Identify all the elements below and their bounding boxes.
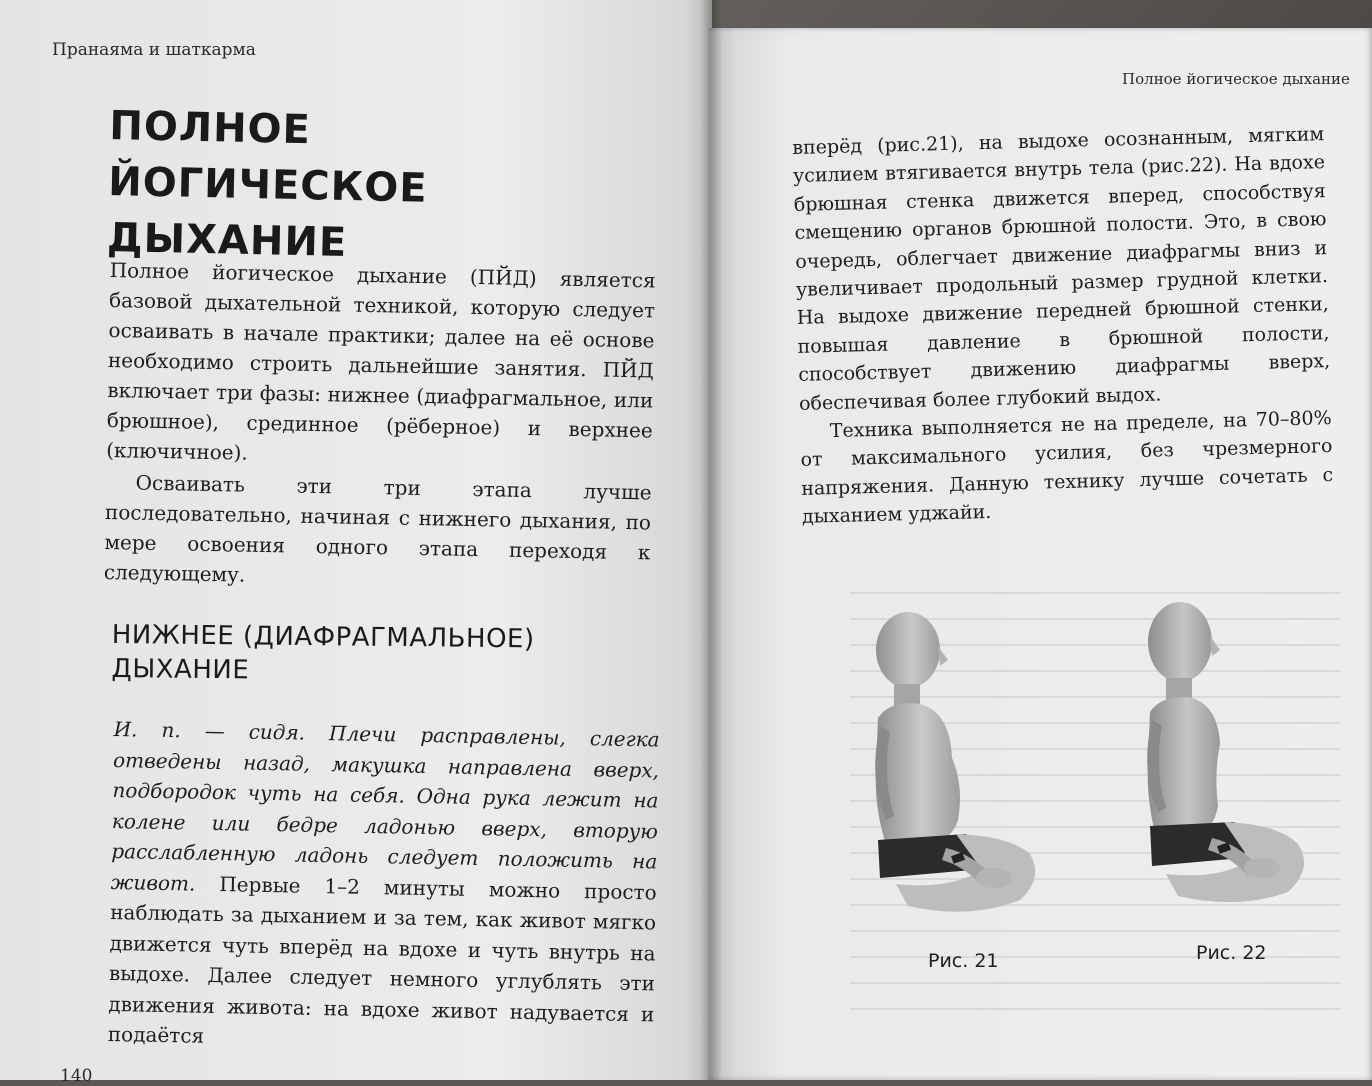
right-page-text bbox=[792, 120, 1334, 531]
chapter-title: ПОЛНОЕ ЙОГИЧЕСКОЕ ДЫХАНИЕ bbox=[106, 102, 429, 266]
figure-21-seated-inhale bbox=[860, 608, 1050, 928]
starting-position-text: И. п. — сидя. Плечи расправлены, слегка отведены назад, макушка направлена вверх, подбородок чуть на себя. Одна рука лежит на колене или бедре ладонью вверх, вторую расслабленную ладонь следует положить на живот. bbox=[110, 716, 660, 896]
section-title: НИЖНЕЕ (ДИАФРАГМАЛЬНОЕ) ДЫХАНИЕ bbox=[111, 619, 535, 686]
right-paragraph-1: вперёд (рис.21), на выдохе осознанным, мягким усилием втягивается внутрь тела (рис.22). На вдохе брюшная стенка движется вперед, способствуя смещению органов брюшной полости. Это, в свою очередь, облегчает движение диафрагмы вниз и увеличивает продольный размер грудной клетки. На выдохе движение передней брюшной стенки, повышая давление в брюшной полости, способствует движению диафрагмы вверх, обеспечивая более глубокий выдох. bbox=[792, 123, 1331, 415]
intro-paragraph-2: Осваивать эти три этапа лучше последовательно, начиная с нижнего дыхания, по мере освоения одного этапа переходя к следующему. bbox=[103, 470, 652, 587]
section-text bbox=[108, 714, 660, 1060]
figure-22-caption: Рис. 22 bbox=[1196, 942, 1267, 964]
right-paragraph-2: Техника выполняется не на пределе, на 70–80% от максимального усилия, без чрезмерного напряжения. Данную технику лучше сочетать с дыханием уджайи. bbox=[800, 407, 1334, 529]
right-running-head: Полное йогическое дыхание bbox=[1122, 70, 1350, 88]
book-spine-shadow bbox=[700, 0, 722, 1080]
page-number: 140 bbox=[60, 1066, 93, 1086]
intro-paragraph-1: Полное йогическое дыхание (ПЙД) является базовой дыхательной техникой, которую следует осваивать в начале практики; далее на её основе необходимо строить дальнейшие занятия. ПЙД включает три фазы: нижнее (диафрагмальное, или брюшное), срединное (рёберное) и верхнее (ключичное). bbox=[106, 257, 656, 465]
intro-text bbox=[104, 255, 656, 597]
section-paragraph bbox=[108, 714, 660, 1060]
figure-22-seated-exhale bbox=[1138, 600, 1318, 922]
left-running-head: Пранаяма и шаткарма bbox=[52, 40, 256, 60]
figure-21-caption: Рис. 21 bbox=[928, 950, 999, 972]
section-body-text: Первые 1–2 минуты можно просто наблюдать за дыханием и за тем, как живот мягко движется чуть вперёд на вдохе и чуть внутрь на выдохе. Далее следует немного углублять эти движения живота: на вдохе живот надувается и подаётся bbox=[107, 871, 657, 1048]
